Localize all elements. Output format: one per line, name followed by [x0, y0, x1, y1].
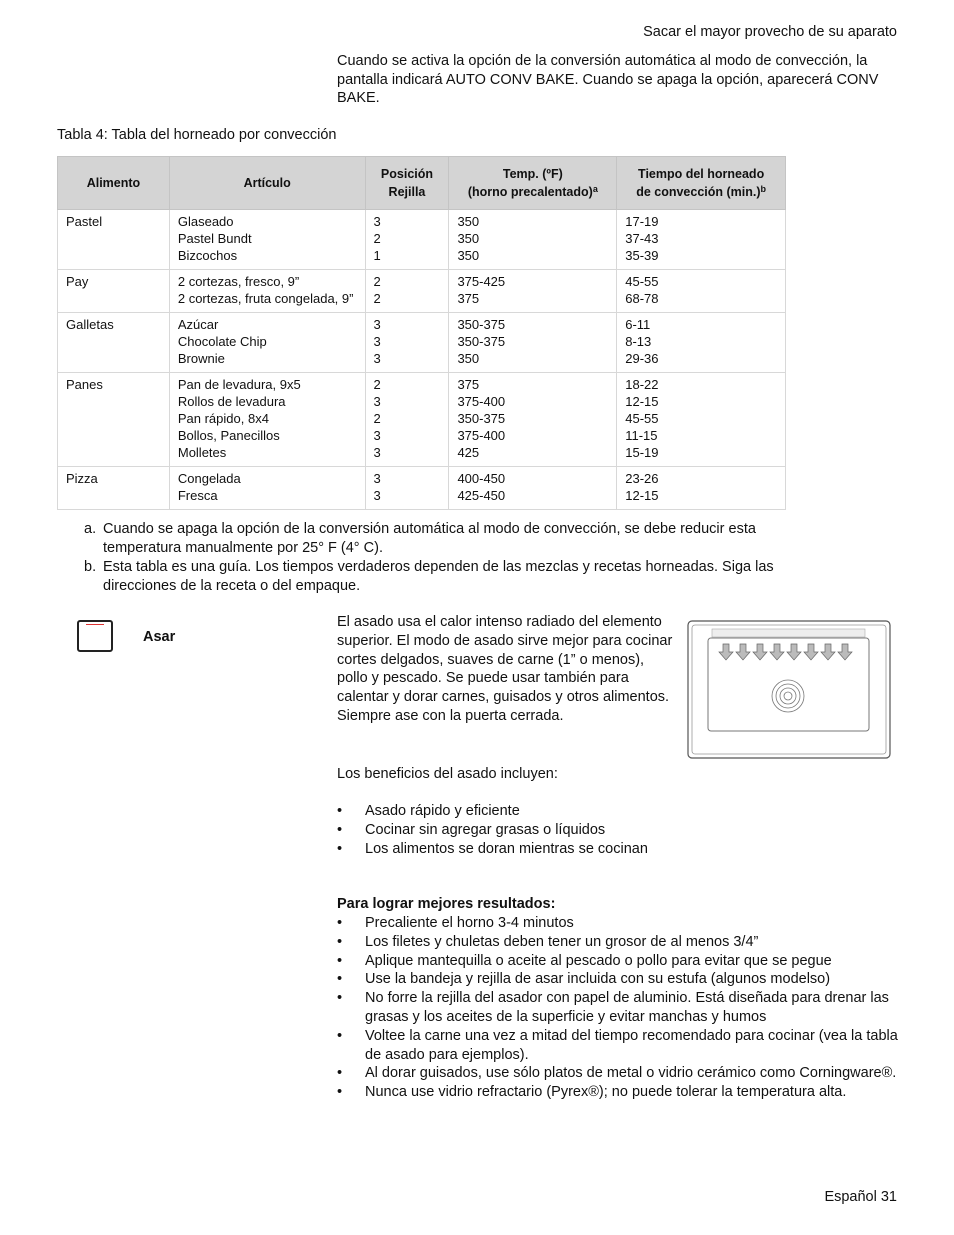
- cell-items: Pan de levadura, 9x5 Rollos de levadura Pan rápido, 8x4 Bollos, Panecillos Molletes: [169, 373, 365, 467]
- cell-time: 18-22 12-15 45-55 11-15 15-19: [617, 373, 786, 467]
- header-item: Artículo: [169, 157, 365, 210]
- list-item: • Precaliente el horno 3-4 minutos: [337, 915, 574, 931]
- convection-bake-table: [57, 156, 786, 510]
- table-footnotes: [84, 520, 784, 596]
- cell-items: 2 cortezas, fresco, 9” 2 cortezas, fruta congelada, 9”: [169, 270, 365, 313]
- cell-rack: 3 2 1: [365, 210, 449, 270]
- cell-items: Congelada Fresca: [169, 467, 365, 510]
- cell-temp: 375-425 375: [449, 270, 617, 313]
- cell-rack: 2 3 2 3 3: [365, 373, 449, 467]
- cell-temp: 350 350 350: [449, 210, 617, 270]
- cell-items: Azúcar Chocolate Chip Brownie: [169, 313, 365, 373]
- header-rack: Posición Rejilla: [365, 157, 449, 210]
- cell-rack: 2 2: [365, 270, 449, 313]
- asar-description: El asado usa el calor intenso radiado del elemento superior. El modo de asado sirve mejor para cocinar cortes delgados, suaves de carne (1” o menos), pollo y pescado. Se puede usar también para calentar y dorar carnes, guisados y otros alimentos. Siempre ase con la puerta cerrada.: [337, 614, 673, 724]
- footnote-b-marker: b: [760, 184, 767, 194]
- table-row: [58, 270, 786, 313]
- cell-items: Glaseado Pastel Bundt Bizcochos: [169, 210, 365, 270]
- cell-food: Pay: [58, 270, 170, 313]
- oven-broil-illustration-icon: [687, 620, 891, 760]
- benefits-intro: Los beneficios del asado incluyen:: [337, 766, 558, 782]
- page-header: Sacar el mayor provecho de su aparato: [643, 24, 897, 40]
- list-item: • No forre la rejilla del asador con papel de aluminio. Está diseñada para drenar las grasas y los aceites de la superficie y evitar manchas y humos: [337, 990, 889, 1025]
- table-row: [58, 210, 786, 270]
- table-header-row: [58, 157, 786, 210]
- list-item: • Voltee la carne una vez a mitad del tiempo recomendado para cocinar (vea la tabla de asado para ejemplos).: [337, 1027, 898, 1063]
- tips-list: [337, 914, 902, 1102]
- cell-food: Pizza: [58, 467, 170, 510]
- cell-time: 45-55 68-78: [617, 270, 786, 313]
- header-time: Tiempo del horneado de convección $(\min.)^b$: [617, 157, 786, 210]
- list-item: • Al dorar guisados, use sólo platos de metal o vidrio cerámico como Corningware®.: [337, 1065, 897, 1082]
- header-temp: Temp. (ºF) (horno precalentado)$^a$: [449, 157, 617, 210]
- cell-time: 6-11 8-13 29-36: [617, 313, 786, 373]
- list-item: • Nunca use vidrio refractario (Pyrex®); no puede tolerar la temperatura alta.: [337, 1084, 847, 1101]
- header-food: Alimento: [58, 157, 170, 210]
- footnote-b: b. Esta tabla es una guía. Los tiempos verdaderos dependen de las mezclas y recetas horneadas. Siga las direcciones de la receta o del empaque.: [84, 559, 774, 594]
- footnote-a: a. Cuando se apaga la opción de la conversión automática al modo de convección, se debe reducir esta temperatura manualmente por 25° F (4° C).: [84, 521, 756, 556]
- table-row: [58, 313, 786, 373]
- benefits-list: [337, 802, 902, 858]
- list-item: • Los filetes y chuletas deben tener un grosor de al menos 3/4”: [337, 933, 759, 950]
- section-title-asar: Asar: [143, 629, 176, 645]
- cell-temp: 400-450 425-450: [449, 467, 617, 510]
- list-item: • Use la bandeja y rejilla de asar incluida con su estufa (algunos modelso): [337, 971, 831, 988]
- broil-mode-icon: [77, 620, 113, 652]
- cell-food: Pastel: [58, 210, 170, 270]
- cell-food: Panes: [58, 373, 170, 467]
- cell-time: 17-19 37-43 35-39: [617, 210, 786, 270]
- list-item: • Cocinar sin agregar grasas o líquidos: [337, 821, 606, 838]
- list-item: • Asado rápido y eficiente: [337, 803, 520, 819]
- page-number: Español 31: [824, 1189, 897, 1205]
- cell-temp: 375 375-400 350-375 375-400 425: [449, 373, 617, 467]
- table-row: [58, 467, 786, 510]
- list-item: • Aplique mantequilla o aceite al pescado o pollo para evitar que se pegue: [337, 952, 832, 969]
- cell-rack: 3 3 3: [365, 313, 449, 373]
- table-caption: Tabla 4: Tabla del horneado por convección: [57, 127, 337, 143]
- cell-temp: 350-375 350-375 350: [449, 313, 617, 373]
- intro-paragraph: Cuando se activa la opción de la conversión automática al modo de convección, la pantalla indicará AUTO CONV BAKE. Cuando se apaga la opción, aparecerá CONV BAKE.: [337, 53, 879, 106]
- table-row: [58, 373, 786, 467]
- tips-title: Para lograr mejores resultados:: [337, 896, 556, 912]
- cell-time: 23-26 12-15: [617, 467, 786, 510]
- list-item: • Los alimentos se doran mientras se cocinan: [337, 840, 648, 857]
- cell-food: Galletas: [58, 313, 170, 373]
- footnote-a-marker: a: [592, 184, 598, 194]
- cell-rack: 3 3: [365, 467, 449, 510]
